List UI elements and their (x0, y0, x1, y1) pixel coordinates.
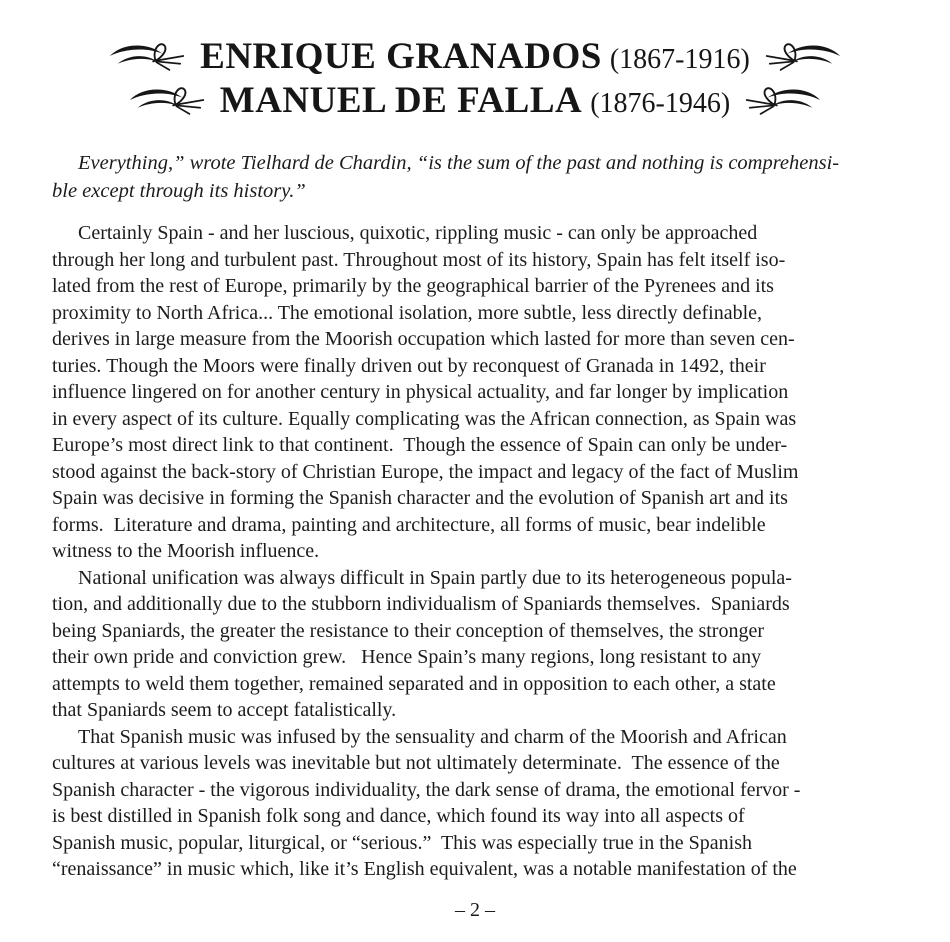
text-line: witness to the Moorish influence. (52, 540, 320, 562)
composer-years: (1867-1916) (609, 43, 750, 75)
text-line: turies. Though the Moors were finally driven out by reconquest of Granada in 1492, their (52, 354, 766, 377)
text-line: proximity to North Africa... The emotional isolation, more subtle, less directly definable, (52, 301, 763, 324)
text-line: Spanish music, popular, liturgical, or “serious.” This was especially true in the Spanish (52, 831, 752, 854)
paragraph-history (52, 220, 908, 565)
text-line: stood against the back-story of Christian Europe, the impact and legacy of the fact of Muslim (52, 460, 799, 483)
title-block (0, 0, 950, 122)
text-line: forms. Literature and drama, painting and architecture, all forms of music, bear indelible (52, 513, 766, 536)
text-line: “renaissance” in music which, like it’s English equivalent, was a notable manifestation of the (52, 858, 797, 880)
title-line-falla (0, 78, 950, 122)
text-line: Everything,” wrote Tielhard de Chardin, “is the sum of the past and nothing is comprehensi- (78, 152, 840, 174)
text-line: influence lingered on for another century in physical actuality, and far longer by implication (52, 381, 789, 403)
text-line: lated from the rest of Europe, primarily by the geographical barrier of the Pyrenees and its (52, 275, 774, 297)
text-line: derives in large measure from the Moorish occupation which lasted for more than seven cen- (52, 328, 795, 350)
text-line: through her long and turbulent past. Throughout most of its history, Spain has felt itself iso- (52, 248, 786, 271)
text-line: attempts to weld them together, remained separated and in opposition to each other, a state (52, 672, 776, 695)
text-line: Spain was decisive in forming the Spanish character and the evolution of Spanish art and its (52, 487, 788, 509)
text-line: Certainly Spain - and her luscious, quixotic, rippling music - can only be approached (78, 222, 758, 244)
flourish-right-icon (764, 39, 842, 73)
text-line: being Spaniards, the greater the resistance to their conception of themselves, the stronger (52, 619, 764, 642)
title-line-granados (0, 34, 950, 78)
text-line: cultures at various levels was inevitable but not ultimately determinate. The essence of the (52, 752, 780, 774)
text-line: that Spaniards seem to accept fatalistically. (52, 699, 397, 721)
composer-title (200, 35, 750, 78)
text-line: tion, and additionally due to the stubborn individualism of Spaniards themselves. Spaniards (52, 593, 790, 615)
composer-name: ENRIQUE GRANADOS (200, 35, 602, 77)
page-number: – 2 – (455, 899, 495, 921)
text-line: Spanish character - the vigorous individuality, the dark sense of drama, the emotional fervor - (52, 778, 801, 801)
body-text (52, 220, 908, 883)
composer-name: MANUEL DE FALLA (219, 79, 583, 121)
text-line: Europe’s most direct link to that continent. Though the essence of Spain can only be under- (52, 434, 788, 456)
paragraph-spanish-music (52, 724, 908, 883)
text-line: is best distilled in Spanish folk song and dance, which found its way into all aspects of (52, 805, 745, 827)
composer-years: (1876-1946) (590, 87, 731, 119)
epigraph-quote (52, 149, 908, 205)
text-line: That Spanish music was infused by the sensuality and charm of the Moorish and African (78, 725, 787, 748)
text-line: National unification was always difficult in Spain partly due to its heterogeneous popula- (78, 566, 792, 589)
composer-title (220, 79, 730, 122)
text-line: their own pride and conviction grew. Hence Spain’s many regions, long resistant to any (52, 646, 762, 668)
flourish-right-icon (744, 83, 822, 117)
page-footer (0, 899, 950, 922)
text-line: in every aspect of its culture. Equally complicating was the African connection, as Spain was (52, 407, 797, 430)
flourish-left-icon (108, 39, 186, 73)
text-line: ble except through its history.” (52, 180, 306, 202)
paragraph-unification (52, 565, 908, 724)
flourish-left-icon (128, 83, 206, 117)
